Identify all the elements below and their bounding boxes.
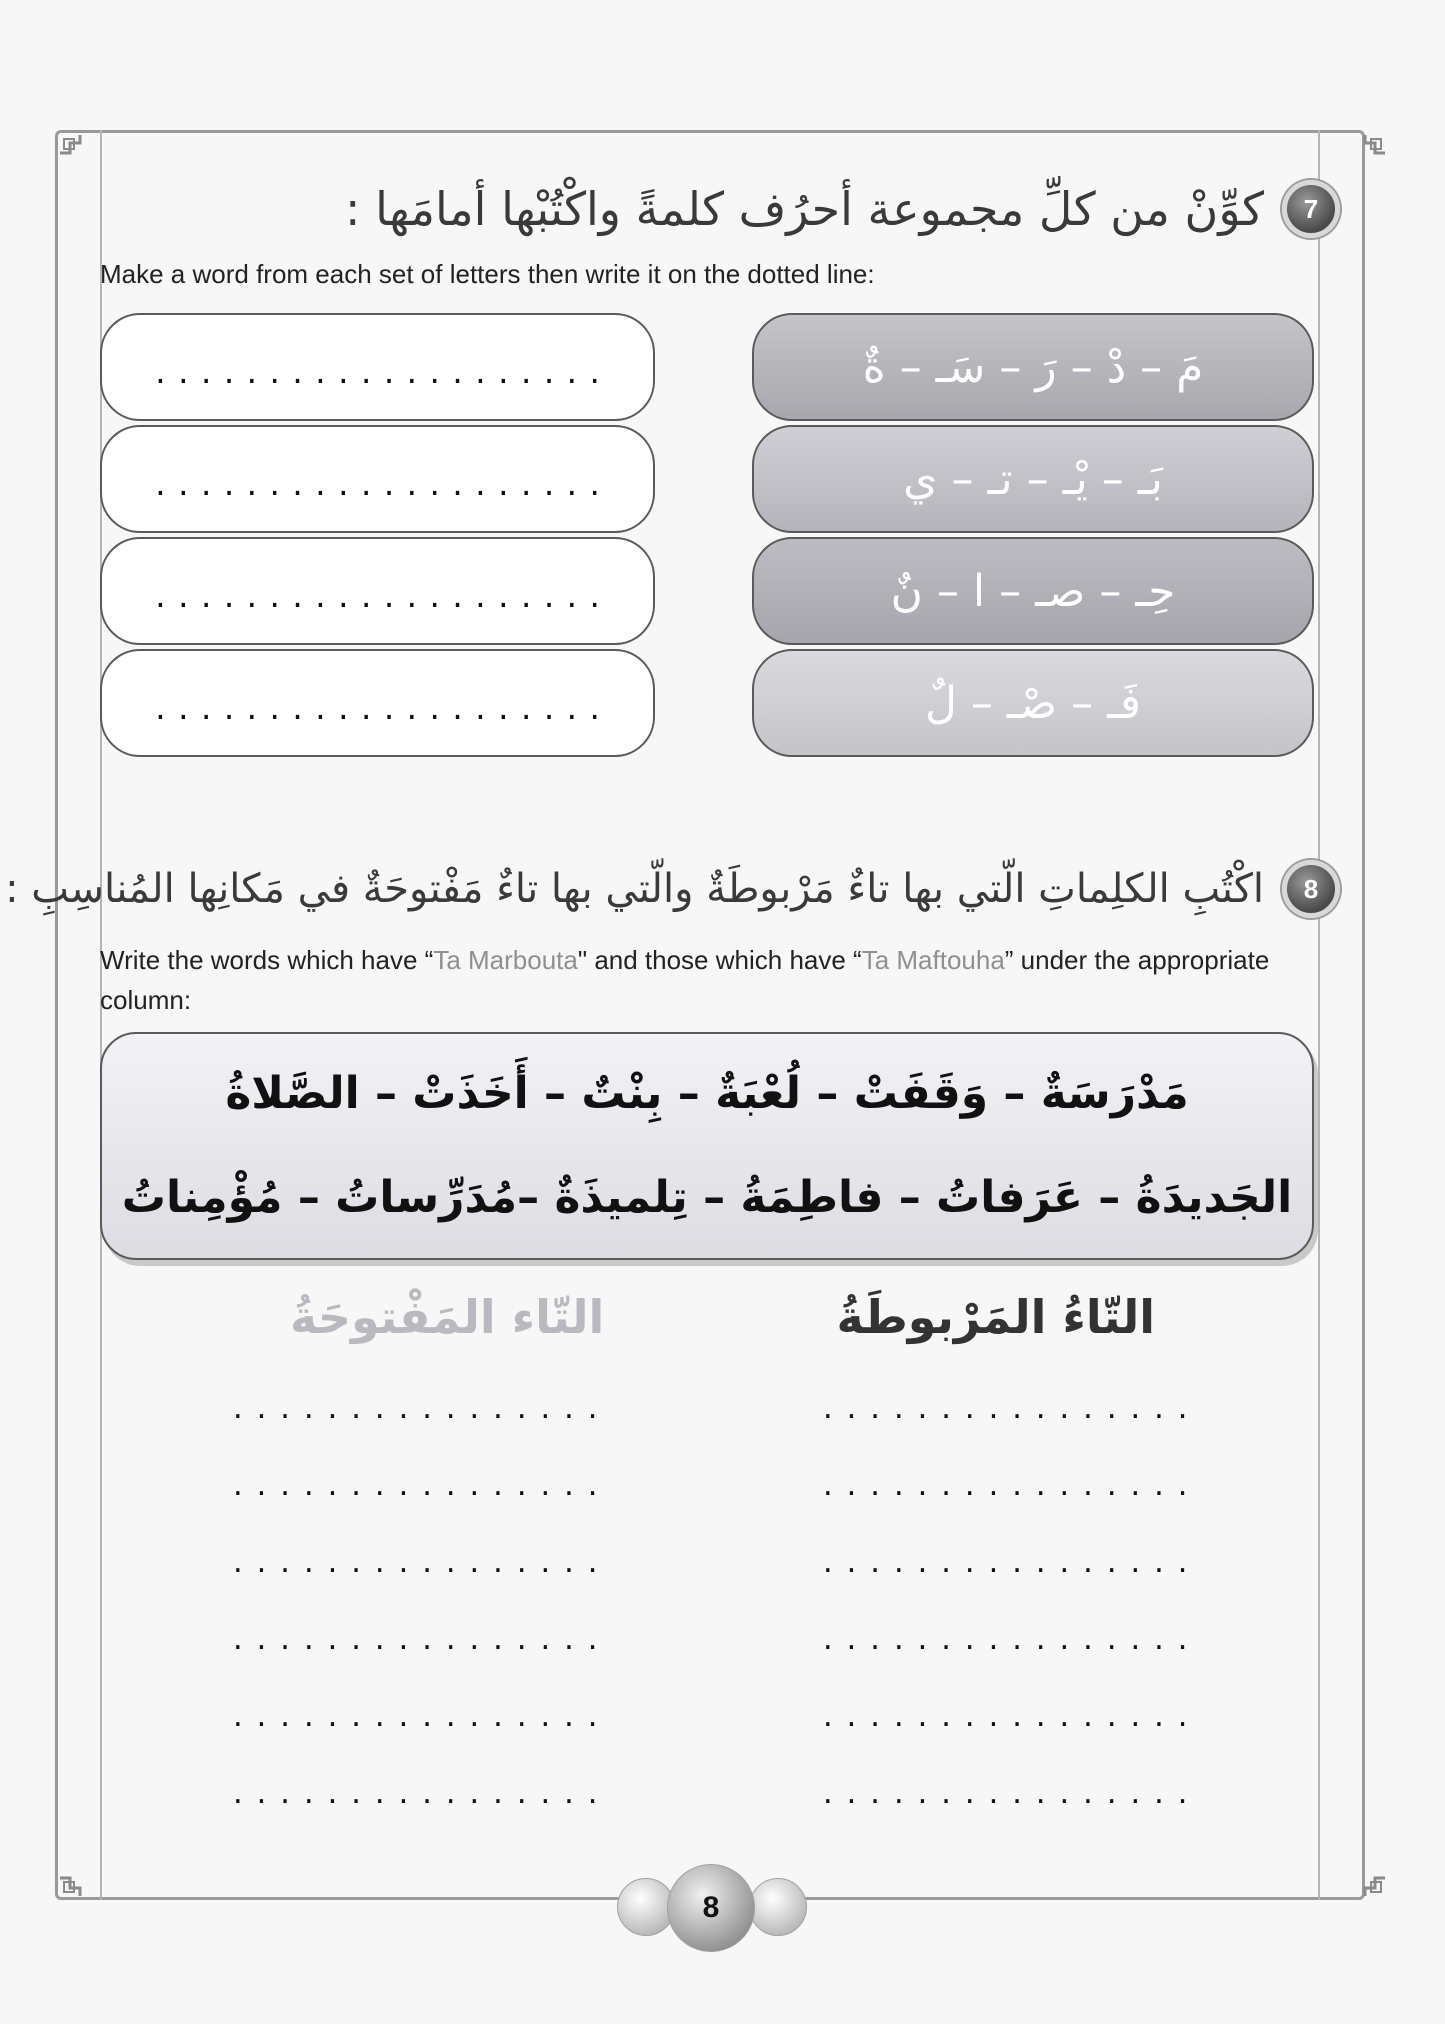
exercise-7-instruction: Make a word from each set of letters then write it on the dotted line: (100, 259, 875, 289)
ta-marbouta-column (820, 1395, 1198, 1857)
exercise-7-title: كوِّنْ من كلِّ مجموعة أحرُف كلمةً واكْتُبْها أمامَها : (345, 182, 1264, 236)
ta-maftouha-column-heading: التّاء المَفْتوحَةُ (290, 1290, 605, 1344)
dotted-line: .................... (152, 469, 610, 502)
letter-set: مَ – دْ – رَ – سَـ – ةٌ (752, 313, 1314, 421)
instruction-text: Write the words which have “ (100, 945, 434, 975)
decorative-bubble-icon (749, 1878, 807, 1936)
frame-corner-ornament-icon (58, 133, 98, 173)
answer-line[interactable]: ................ (230, 1549, 609, 1579)
exercise-8-header (5, 860, 1340, 918)
answer-line[interactable]: ................ (230, 1780, 609, 1810)
letter-set: بَـ – يْـ – تـ – ي (752, 425, 1314, 533)
answer-field[interactable] (100, 649, 655, 757)
ta-marbouta-column-heading: التّاءُ المَرْبوطَةُ (836, 1290, 1155, 1344)
instruction-text: ” under the appropriate column: (100, 945, 1270, 1015)
letter-set: فَـ – صْـ – لٌ (752, 649, 1314, 757)
word-bank (100, 1032, 1314, 1260)
exercise-number-badge: 8 (1282, 860, 1340, 918)
dotted-line: .................... (152, 581, 610, 614)
ta-marbouta-label: Ta Marbouta (433, 945, 578, 975)
ta-maftouha-column (230, 1395, 608, 1857)
frame-corner-ornament-icon (1347, 1858, 1387, 1898)
answer-field[interactable] (100, 537, 655, 645)
ta-maftouha-label: Ta Maftouha (861, 945, 1005, 975)
page-number: 8 (667, 1864, 755, 1952)
answer-line[interactable]: ................ (820, 1395, 1199, 1425)
exercise-7-header (345, 180, 1340, 238)
frame-corner-ornament-icon (58, 1858, 98, 1898)
answer-line[interactable]: ................ (230, 1395, 609, 1425)
word-bank-line: مَدْرَسَةٌ – وَقَفَتْ – لُعْبَةٌ – بِنْتٌ – أَخَذَتْ – الصَّلاةُ (225, 1068, 1189, 1119)
answer-line[interactable]: ................ (230, 1703, 609, 1733)
page-number-badge (617, 1858, 807, 1950)
frame-corner-ornament-icon (1347, 133, 1387, 173)
exercise-8-title: اكْتُبِ الكلِماتِ الّتي بها تاءٌ مَرْبوطَةٌ والّتي بها تاءٌ مَفْتوحَةٌ في مَكانِها المُناسِبِ : (5, 866, 1264, 912)
letter-set: حِـ – صـ – ا – نٌ (752, 537, 1314, 645)
instruction-text: " and those which have “ (577, 945, 862, 975)
answer-field[interactable] (100, 425, 655, 533)
exercise-8-instruction (100, 940, 1320, 1020)
answer-field[interactable] (100, 313, 655, 421)
word-bank-line: الجَديدَةُ – عَرَفاتُ – فاطِمَةُ – تِلميذَةٌ –مُدَرِّساتُ – مُؤْمِناتُ (121, 1172, 1293, 1223)
dotted-line: .................... (152, 357, 610, 390)
answer-line[interactable]: ................ (230, 1626, 609, 1656)
dotted-line: .................... (152, 693, 610, 726)
answer-line[interactable]: ................ (230, 1472, 609, 1502)
answer-line[interactable]: ................ (820, 1472, 1199, 1502)
answer-line[interactable]: ................ (820, 1703, 1199, 1733)
answer-line[interactable]: ................ (820, 1549, 1199, 1579)
exercise-number-badge: 7 (1282, 180, 1340, 238)
answer-line[interactable]: ................ (820, 1780, 1199, 1810)
answer-line[interactable]: ................ (820, 1626, 1199, 1656)
